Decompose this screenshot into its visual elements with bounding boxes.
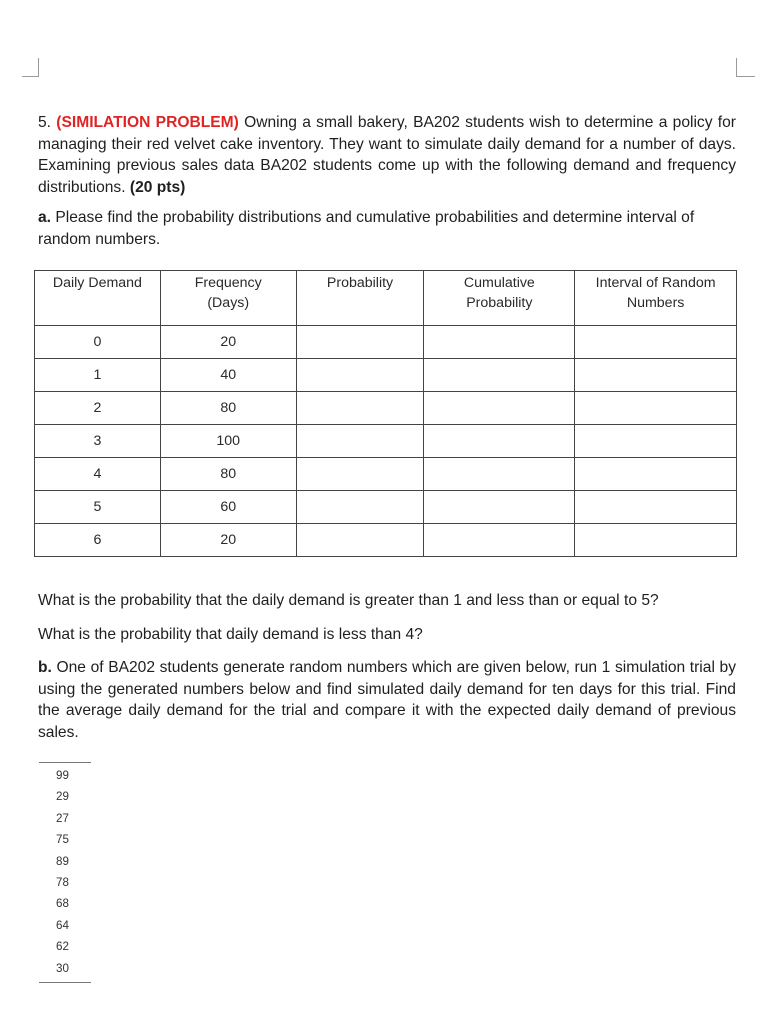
demand-cell: 6 bbox=[35, 524, 161, 557]
header-interval-random-numbers: Interval of Random Numbers bbox=[575, 271, 737, 326]
part-b-instruction bbox=[38, 657, 736, 743]
table-row bbox=[35, 326, 737, 359]
random-number: 68 bbox=[56, 897, 69, 911]
cumulative-cell[interactable] bbox=[424, 392, 575, 425]
frequency-cell: 100 bbox=[160, 425, 296, 458]
demand-distribution-table bbox=[34, 270, 737, 557]
part-a-text: Please find the probability distributions and cumulative probabilities and determine interval of random numbers. bbox=[38, 209, 695, 248]
probability-cell[interactable] bbox=[296, 326, 424, 359]
probability-cell[interactable] bbox=[296, 491, 424, 524]
demand-cell: 4 bbox=[35, 458, 161, 491]
problem-statement bbox=[38, 112, 736, 198]
random-number: 64 bbox=[56, 918, 69, 932]
demand-cell: 3 bbox=[35, 425, 161, 458]
header-daily-demand: Daily Demand bbox=[35, 271, 161, 326]
part-a-label: a. bbox=[38, 209, 52, 226]
random-number: 99 bbox=[56, 769, 69, 782]
problem-number: 5. bbox=[38, 114, 52, 131]
frequency-cell: 20 bbox=[160, 326, 296, 359]
random-number: 89 bbox=[56, 854, 69, 868]
table-header-row bbox=[35, 271, 737, 326]
part-b-text: One of BA202 students generate random numbers which are given below, run 1 simulation trial by using the generated numbers below and find simulated daily demand for ten days for this trial. Find the average daily demand for the trial and compare it with the expected daily demand of previous sales. bbox=[38, 659, 736, 741]
interval-cell[interactable] bbox=[575, 326, 737, 359]
interval-cell[interactable] bbox=[575, 392, 737, 425]
frequency-cell: 80 bbox=[160, 392, 296, 425]
table-row bbox=[35, 524, 737, 557]
question-2: What is the probability that daily demand is less than 4? bbox=[38, 625, 423, 643]
cumulative-cell[interactable] bbox=[424, 491, 575, 524]
demand-cell: 0 bbox=[35, 326, 161, 359]
demand-cell: 1 bbox=[35, 359, 161, 392]
interval-cell[interactable] bbox=[575, 524, 737, 557]
random-number: 29 bbox=[56, 790, 69, 804]
cumulative-cell[interactable] bbox=[424, 359, 575, 392]
part-b-label: b. bbox=[38, 659, 52, 676]
random-number: 62 bbox=[56, 940, 69, 954]
random-number: 78 bbox=[56, 875, 69, 889]
frequency-cell: 40 bbox=[160, 359, 296, 392]
demand-cell: 5 bbox=[35, 491, 161, 524]
table-row bbox=[35, 359, 737, 392]
part-a-instruction bbox=[38, 207, 736, 250]
table-row bbox=[35, 491, 737, 524]
probability-cell[interactable] bbox=[296, 425, 424, 458]
demand-cell: 2 bbox=[35, 392, 161, 425]
cumulative-cell[interactable] bbox=[424, 524, 575, 557]
random-numbers-list bbox=[39, 762, 91, 983]
probability-cell[interactable] bbox=[296, 458, 424, 491]
random-number: 75 bbox=[56, 833, 69, 847]
frequency-cell: 60 bbox=[160, 491, 296, 524]
problem-intro: Owning a small bakery, BA202 students wish to determine a policy for managing their red velvet cake inventory. They want to simulate daily demand for a number of days. Examining previous sales data BA202 students come up with the following demand and frequency distributions. bbox=[38, 114, 736, 196]
interval-cell[interactable] bbox=[575, 359, 737, 392]
cumulative-cell[interactable] bbox=[424, 326, 575, 359]
frequency-cell: 80 bbox=[160, 458, 296, 491]
page-corner-mark-left bbox=[22, 58, 39, 77]
probability-cell[interactable] bbox=[296, 359, 424, 392]
page-corner-mark-right bbox=[736, 58, 755, 77]
problem-points: (20 pts) bbox=[129, 178, 186, 196]
frequency-cell: 20 bbox=[160, 524, 296, 557]
probability-cell[interactable] bbox=[296, 392, 424, 425]
header-cumulative-probability: Cumulative Probability bbox=[424, 271, 575, 326]
table-row bbox=[35, 458, 737, 491]
table-row bbox=[35, 392, 737, 425]
random-number: 30 bbox=[56, 961, 69, 975]
header-frequency: Frequency (Days) bbox=[160, 271, 296, 326]
table-row bbox=[35, 425, 737, 458]
problem-tag: (SIMILATION PROBLEM) bbox=[56, 114, 239, 131]
questions-section bbox=[38, 590, 736, 755]
problem-text bbox=[38, 112, 736, 250]
cumulative-cell[interactable] bbox=[424, 458, 575, 491]
interval-cell[interactable] bbox=[575, 425, 737, 458]
interval-cell[interactable] bbox=[575, 491, 737, 524]
probability-cell[interactable] bbox=[296, 524, 424, 557]
cumulative-cell[interactable] bbox=[424, 425, 575, 458]
random-number: 27 bbox=[56, 811, 69, 825]
question-1: What is the probability that the daily demand is greater than 1 and less than or equal to 5? bbox=[38, 592, 659, 609]
interval-cell[interactable] bbox=[575, 458, 737, 491]
header-probability: Probability bbox=[296, 271, 424, 326]
